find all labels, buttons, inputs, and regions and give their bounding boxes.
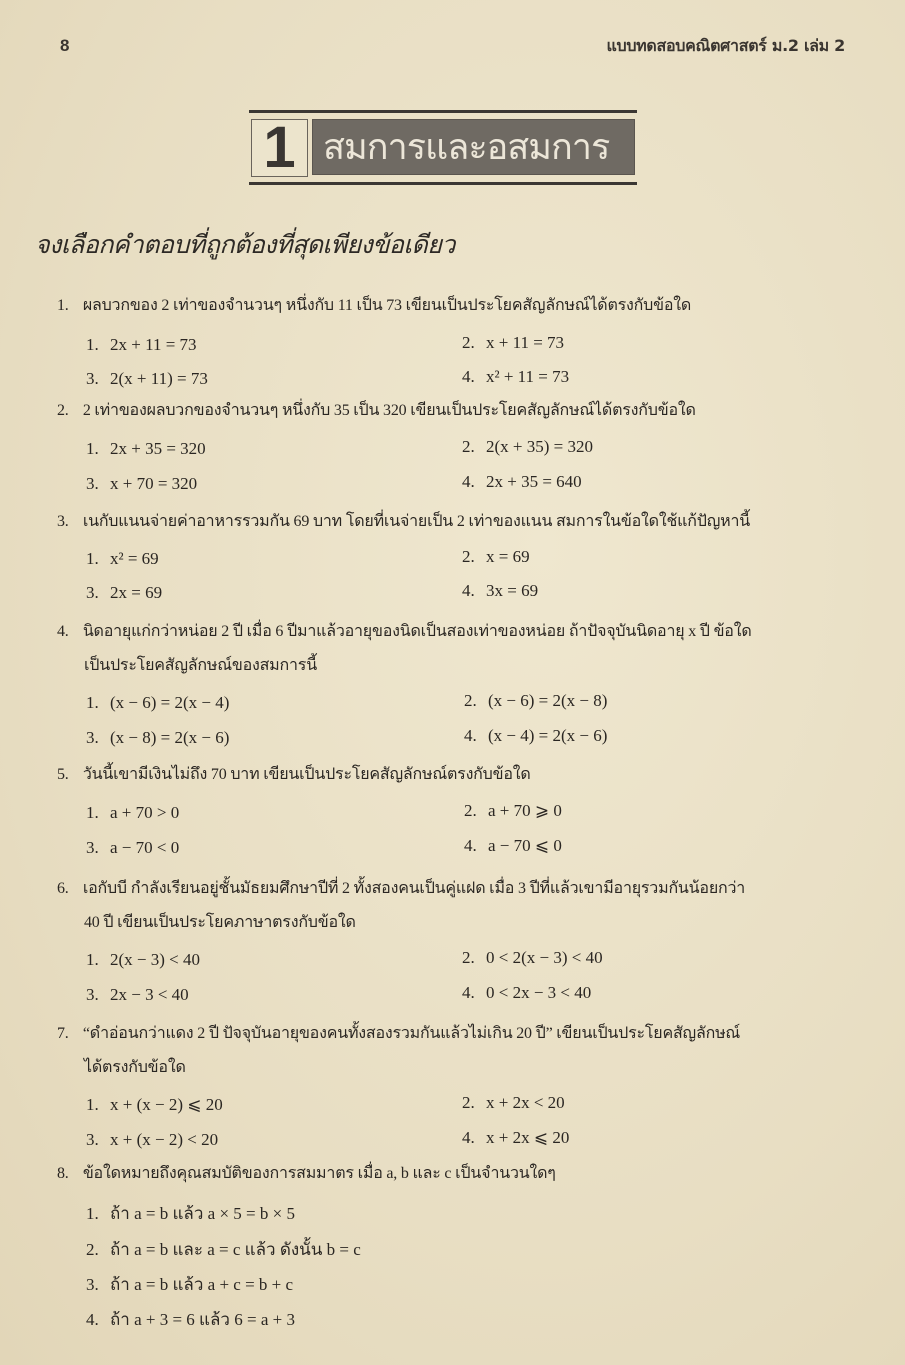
- question-5: [57, 758, 847, 792]
- question-4: [57, 615, 847, 683]
- question-number: 1.: [57, 297, 69, 314]
- chapter-heading: [249, 110, 637, 185]
- chapter-rule-bottom: [249, 182, 637, 185]
- question-stem-continued: ได้ตรงกับข้อใด: [84, 1059, 186, 1076]
- option: 4. x² + 11 = 73: [462, 367, 570, 386]
- question-stem: วันนี้เขามีเงินไม่ถึง 70 บาท เขียนเป็นประโยคสัญลักษณ์ตรงกับข้อใด: [82, 766, 531, 783]
- option: 2. (x − 6) = 2(x − 8): [464, 691, 608, 710]
- option: 1. x + (x − 2) ⩽ 20: [86, 1095, 223, 1114]
- chapter-title: สมการและอสมการ: [312, 119, 635, 175]
- option: 3. x + (x − 2) < 20: [86, 1130, 219, 1149]
- question-stem-continued: เป็นประโยคสัญลักษณ์ของสมการนี้: [84, 657, 317, 674]
- question-number: 2.: [57, 402, 69, 419]
- option: 2. ถ้า a = b และ a = c แล้ว ดังนั้น b = c: [86, 1240, 361, 1259]
- option: 1. 2x + 35 = 320: [86, 439, 206, 458]
- chapter-number: 1: [251, 119, 308, 177]
- option: 4. 2x + 35 = 640: [462, 472, 582, 491]
- question-stem: 2 เท่าของผลบวกของจำนวนๆ หนึ่งกับ 35 เป็น 320 เขียนเป็นประโยคสัญลักษณ์ได้ตรงกับข้อใด: [82, 402, 696, 419]
- question-stem: ผลบวกของ 2 เท่าของจำนวนๆ หนึ่งกับ 11 เป็น 73 เขียนเป็นประโยคสัญลักษณ์ได้ตรงกับข้อใด: [82, 297, 692, 314]
- question-7: [57, 1017, 847, 1085]
- option: 2. x + 2x < 20: [462, 1093, 565, 1112]
- option: 1. 2x + 11 = 73: [86, 335, 197, 354]
- option: 3. 2(x + 11) = 73: [86, 369, 208, 388]
- question-number: 8.: [57, 1165, 69, 1182]
- option: 1. x² = 69: [86, 549, 159, 568]
- question-stem: เนกับแนนจ่ายค่าอาหารรวมกัน 69 บาท โดยที่เนจ่ายเป็น 2 เท่าของแนน สมการในข้อใดใช้แก้ปัญหานี้: [82, 513, 750, 530]
- question-1: [57, 289, 847, 323]
- option: 3. x + 70 = 320: [86, 474, 198, 493]
- option: 2. 2(x + 35) = 320: [462, 437, 593, 456]
- option: 4. 3x = 69: [462, 581, 539, 600]
- question-stem: เอกับบี กำลังเรียนอยู่ชั้นมัธยมศึกษาปีที่ 2 ทั้งสองคนเป็นคู่แฝด เมื่อ 3 ปีที่แล้วเขามีอายุรวมกันน้อยกว่า: [82, 880, 746, 897]
- option: 3. 2x = 69: [86, 583, 163, 602]
- option: 2. x = 69: [462, 547, 530, 566]
- question-3: [57, 505, 847, 539]
- question-stem: “ดำอ่อนกว่าแดง 2 ปี ปัจจุบันอายุของคนทั้งสองรวมกันแล้วไม่เกิน 20 ปี” เขียนเป็นประโยคสัญลักษณ์: [82, 1025, 741, 1042]
- option: 4. (x − 4) = 2(x − 6): [464, 726, 608, 745]
- option: 1. a + 70 > 0: [86, 803, 180, 822]
- option: 4. x + 2x ⩽ 20: [462, 1128, 570, 1147]
- option: 2. 0 < 2(x − 3) < 40: [462, 948, 603, 967]
- option: 2. x + 11 = 73: [462, 333, 565, 352]
- question-number: 6.: [57, 880, 69, 897]
- question-stem-continued: 40 ปี เขียนเป็นประโยคภาษาตรงกับข้อใด: [84, 914, 356, 931]
- question-number: 5.: [57, 766, 69, 783]
- question-stem: ข้อใดหมายถึงคุณสมบัติของการสมมาตร เมื่อ a, b และ c เป็นจำนวนใดๆ: [82, 1165, 556, 1182]
- instruction: จงเลือกคำตอบที่ถูกต้องที่สุดเพียงข้อเดียว: [35, 230, 455, 259]
- option: 3. a − 70 < 0: [86, 838, 180, 857]
- option: 3. ถ้า a = b แล้ว a + c = b + c: [86, 1275, 294, 1294]
- question-number: 4.: [57, 623, 69, 640]
- option: 1. ถ้า a = b แล้ว a × 5 = b × 5: [86, 1204, 295, 1223]
- option: 1. 2(x − 3) < 40: [86, 950, 200, 969]
- option: 1. (x − 6) = 2(x − 4): [86, 693, 230, 712]
- question-number: 7.: [57, 1025, 69, 1042]
- question-2: [57, 394, 847, 428]
- running-head: แบบทดสอบคณิตศาสตร์ ม.2 เล่ม 2: [606, 36, 845, 55]
- question-number: 3.: [57, 513, 69, 530]
- option: 3. 2x − 3 < 40: [86, 985, 189, 1004]
- option: 3. (x − 8) = 2(x − 6): [86, 728, 230, 747]
- option: 4. ถ้า a + 3 = 6 แล้ว 6 = a + 3: [86, 1310, 295, 1329]
- option: 2. a + 70 ⩾ 0: [464, 801, 562, 820]
- option: 4. a − 70 ⩽ 0: [464, 836, 562, 855]
- chapter-rule-top: [249, 110, 637, 113]
- question-6: [57, 872, 847, 940]
- option: 4. 0 < 2x − 3 < 40: [462, 983, 592, 1002]
- question-stem: นิดอายุแก่กว่าหน่อย 2 ปี เมื่อ 6 ปีมาแล้วอายุของนิดเป็นสองเท่าของหน่อย ถ้าปัจจุบันนิดอายุ x ปี ข้อใด: [82, 623, 752, 640]
- question-8: [57, 1157, 847, 1191]
- page-number: 8: [60, 36, 70, 55]
